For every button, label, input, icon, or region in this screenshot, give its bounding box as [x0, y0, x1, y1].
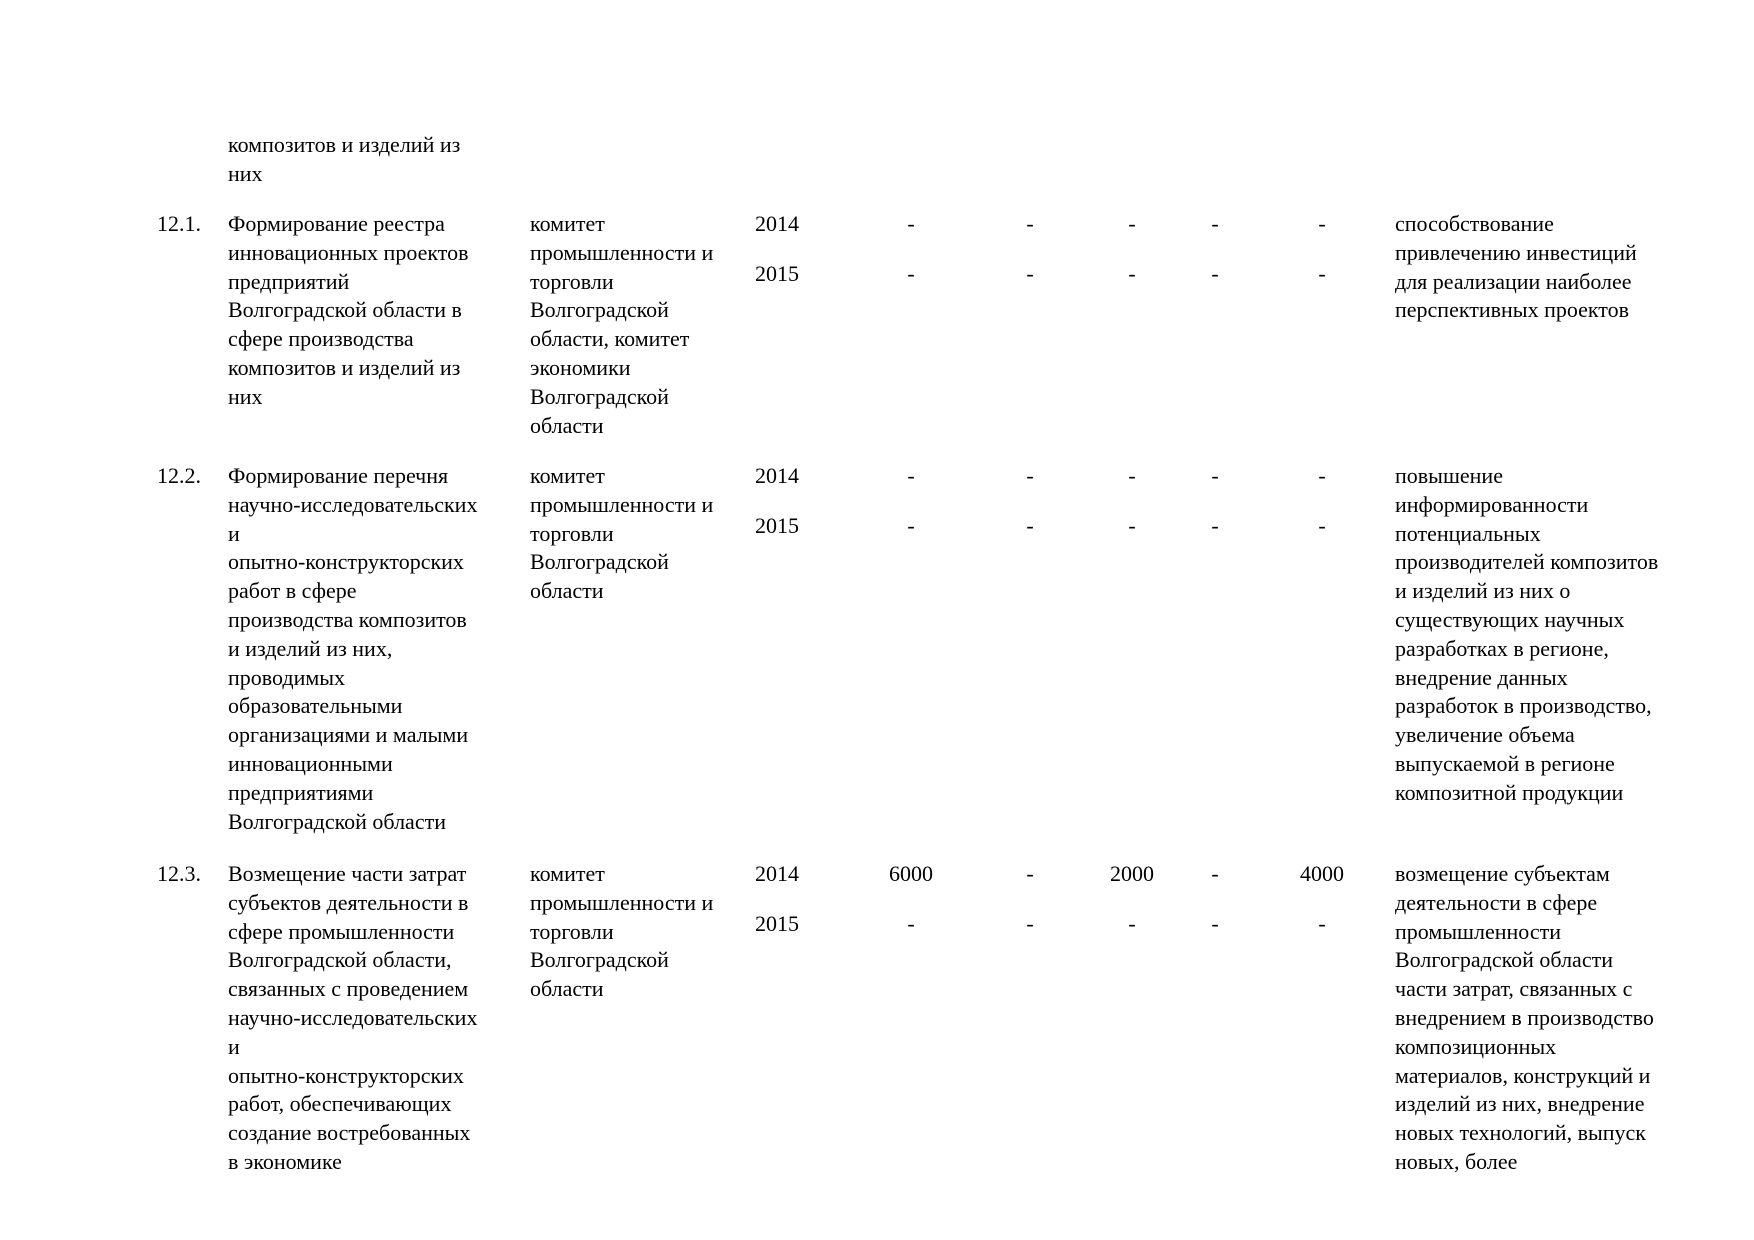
- years: [755, 210, 825, 310]
- text-line: Волгоградской области: [228, 808, 446, 834]
- responsible-executor: [530, 210, 750, 440]
- text-line: предприятий: [228, 268, 350, 294]
- text-line: и изделий из них о: [1395, 578, 1571, 604]
- value-cell: -: [1128, 911, 1136, 936]
- text-line: области: [530, 578, 604, 604]
- value-cell: -: [1211, 861, 1219, 886]
- text-line: научно-исследовательских: [228, 1004, 478, 1030]
- responsible-executor: [530, 860, 750, 1004]
- text-line: внедрением в производство: [1395, 1004, 1654, 1030]
- year: 2015: [755, 261, 799, 286]
- text-line: промышленности и: [530, 491, 714, 517]
- value-cell: -: [907, 261, 915, 286]
- value-cell: -: [1128, 463, 1136, 488]
- text-line: работ, обеспечивающих: [228, 1091, 452, 1117]
- text-line: композитной продукции: [1395, 779, 1624, 805]
- text-line: Волгоградской области,: [228, 947, 452, 973]
- text-line: увеличение объема: [1395, 722, 1575, 748]
- text-line: и: [228, 1033, 240, 1059]
- text-line: образовательными: [228, 693, 403, 719]
- year: 2015: [755, 911, 799, 936]
- text-line: инновационных проектов: [228, 239, 469, 265]
- text-line: комитет: [530, 211, 605, 236]
- text-line: Волгоградской: [530, 297, 669, 323]
- value-cell: -: [1026, 911, 1034, 936]
- text-line: Формирование реестра: [228, 211, 445, 236]
- text-line: промышленности и: [530, 889, 714, 915]
- text-line: композиционных: [1395, 1033, 1557, 1059]
- value-column: [985, 210, 1075, 310]
- text-line: экономики: [530, 354, 631, 380]
- text-line: области: [530, 976, 604, 1002]
- text-line: способствование: [1395, 211, 1554, 236]
- value-column: [1087, 462, 1177, 562]
- text-line: для реализации наиболее: [1395, 268, 1632, 294]
- text-line: части затрат, связанных с: [1395, 976, 1633, 1002]
- measure-name: [228, 860, 518, 1177]
- value-column: [1170, 462, 1260, 562]
- value-cell: -: [1318, 911, 1326, 936]
- value-cell: -: [1318, 463, 1326, 488]
- text-line: предприятиями: [228, 779, 374, 805]
- text-line: работ в сфере: [228, 578, 357, 604]
- text-line: них: [228, 383, 263, 409]
- text-line: Волгоградской: [530, 947, 669, 973]
- text-line: Волгоградской: [530, 383, 669, 409]
- value-column: [866, 860, 956, 960]
- value-cell: -: [1026, 211, 1034, 236]
- value-column: [985, 462, 1075, 562]
- value-column: [1087, 860, 1177, 960]
- value-cell: -: [907, 513, 915, 538]
- text-line: разработках в регионе,: [1395, 635, 1609, 661]
- text-line: внедрение данных: [1395, 664, 1568, 690]
- text-line: связанных с проведением: [228, 976, 469, 1002]
- value-cell: -: [1211, 513, 1219, 538]
- text-line: комитет: [530, 861, 605, 886]
- text-line: повышение: [1395, 463, 1503, 488]
- value-cell: 4000: [1300, 861, 1344, 886]
- year: 2015: [755, 513, 799, 538]
- value-column: [1277, 462, 1367, 562]
- years: [755, 860, 825, 960]
- value-column: [985, 860, 1075, 960]
- value-cell: -: [1211, 261, 1219, 286]
- value-column: [1170, 210, 1260, 310]
- row-number: 12.2.: [157, 463, 201, 488]
- text-line: композитов и изделий из: [228, 132, 461, 157]
- measure-name: [228, 462, 518, 836]
- text-line: сфере производства: [228, 326, 414, 352]
- text-line: и: [228, 520, 240, 546]
- text-line: опытно-конструкторских: [228, 1062, 464, 1088]
- text-line: опытно-конструкторских: [228, 549, 464, 575]
- row-number: 12.1.: [157, 211, 201, 236]
- value-cell: -: [1318, 513, 1326, 538]
- text-line: производителей композитов: [1395, 549, 1659, 575]
- value-column: [866, 210, 956, 310]
- value-cell: -: [1128, 211, 1136, 236]
- text-line: новых технологий, выпуск: [1395, 1120, 1646, 1146]
- value-cell: 2000: [1110, 861, 1154, 886]
- text-line: торговли: [530, 268, 614, 294]
- text-line: области: [530, 412, 604, 438]
- value-cell: -: [907, 911, 915, 936]
- expected-result: [1395, 860, 1715, 1177]
- value-column: [866, 462, 956, 562]
- row-number: 12.3.: [157, 861, 201, 886]
- value-cell: -: [1026, 861, 1034, 886]
- text-line: в экономике: [228, 1148, 342, 1174]
- value-cell: -: [1026, 261, 1034, 286]
- text-line: изделий из них, внедрение: [1395, 1091, 1645, 1117]
- text-line: Возмещение части затрат: [228, 861, 467, 886]
- text-line: создание востребованных: [228, 1120, 471, 1146]
- text-line: торговли: [530, 520, 614, 546]
- text-line: промышленности и: [530, 239, 714, 265]
- value-cell: -: [907, 211, 915, 236]
- text-line: Формирование перечня: [228, 463, 449, 488]
- value-cell: -: [1026, 463, 1034, 488]
- value-cell: -: [1211, 211, 1219, 236]
- value-cell: -: [1128, 513, 1136, 538]
- value-cell: 6000: [889, 861, 933, 886]
- value-cell: -: [1318, 211, 1326, 236]
- text-line: сфере промышленности: [228, 918, 455, 944]
- value-cell: -: [1026, 513, 1034, 538]
- year: 2014: [755, 463, 799, 488]
- text-line: возмещение субъектам: [1395, 861, 1610, 886]
- text-line: области, комитет: [530, 326, 690, 352]
- value-column: [1170, 860, 1260, 960]
- value-cell: -: [1211, 911, 1219, 936]
- text-line: проводимых: [228, 664, 346, 690]
- text-line: материалов, конструкций и: [1395, 1062, 1651, 1088]
- measure-name: [228, 210, 518, 412]
- value-cell: -: [1128, 261, 1136, 286]
- text-line: разработок в производство,: [1395, 693, 1652, 719]
- text-line: Волгоградской области: [1395, 947, 1613, 973]
- value-column: [1277, 860, 1367, 960]
- value-column: [1277, 210, 1367, 310]
- text-line: перспективных проектов: [1395, 297, 1629, 323]
- text-line: и изделий из них,: [228, 635, 393, 661]
- text-line: привлечению инвестиций: [1395, 239, 1637, 265]
- text-line: существующих научных: [1395, 606, 1625, 632]
- text-line: производства композитов: [228, 606, 467, 632]
- text-line: субъектов деятельности в: [228, 889, 469, 915]
- text-line: торговли: [530, 918, 614, 944]
- years: [755, 462, 825, 562]
- text-line: Волгоградской: [530, 549, 669, 575]
- value-cell: -: [1318, 261, 1326, 286]
- text-line: композитов и изделий из: [228, 354, 461, 380]
- value-cell: -: [907, 463, 915, 488]
- text-line: инновационными: [228, 750, 393, 776]
- continuation-text: [228, 131, 518, 189]
- text-line: выпускаемой в регионе: [1395, 750, 1615, 776]
- text-line: Волгоградской области в: [228, 297, 462, 323]
- text-line: научно-исследовательских: [228, 491, 478, 517]
- expected-result: [1395, 462, 1715, 808]
- text-line: информированности: [1395, 491, 1589, 517]
- responsible-executor: [530, 462, 750, 606]
- text-line: деятельности в сфере: [1395, 889, 1598, 915]
- expected-result: [1395, 210, 1715, 325]
- year: 2014: [755, 861, 799, 886]
- text-line: организациями и малыми: [228, 722, 469, 748]
- year: 2014: [755, 211, 799, 236]
- text-line: промышленности: [1395, 918, 1561, 944]
- text-line: них: [228, 160, 263, 186]
- text-line: комитет: [530, 463, 605, 488]
- text-line: новых, более: [1395, 1148, 1518, 1174]
- value-column: [1087, 210, 1177, 310]
- text-line: потенциальных: [1395, 520, 1541, 546]
- value-cell: -: [1211, 463, 1219, 488]
